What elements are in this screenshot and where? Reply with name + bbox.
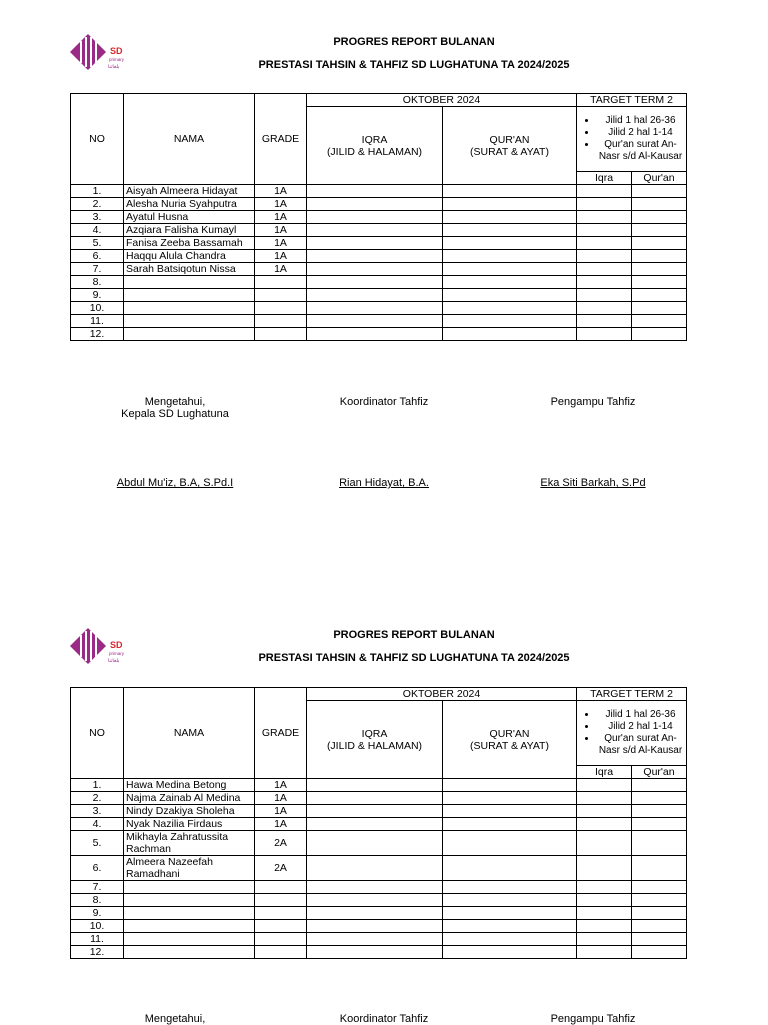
row-number: 10. bbox=[71, 302, 124, 315]
col-iqra-header bbox=[307, 701, 443, 779]
target-list-cell bbox=[577, 107, 687, 172]
target-quran bbox=[632, 211, 687, 224]
target-quran bbox=[632, 276, 687, 289]
target-quran bbox=[632, 250, 687, 263]
table-row bbox=[71, 263, 687, 276]
target-iqra bbox=[577, 792, 632, 805]
target-iqra bbox=[577, 250, 632, 263]
table-row bbox=[71, 779, 687, 792]
quran-progress bbox=[443, 315, 577, 328]
row-number: 11. bbox=[71, 933, 124, 946]
target-quran bbox=[632, 237, 687, 250]
quran-progress bbox=[443, 818, 577, 831]
table-row bbox=[71, 856, 687, 881]
row-number: 8. bbox=[71, 894, 124, 907]
target-iqra bbox=[577, 289, 632, 302]
report-title: PROGRES REPORT BULANAN bbox=[333, 36, 495, 48]
target-quran bbox=[632, 818, 687, 831]
target-quran bbox=[632, 224, 687, 237]
target-iqra bbox=[577, 276, 632, 289]
iqra-progress bbox=[307, 237, 443, 250]
report-table bbox=[70, 687, 687, 959]
koordinator-name: Rian Hidayat, B.A. bbox=[339, 477, 429, 489]
table-row bbox=[71, 831, 687, 856]
iqra-header-line2: (JILID & HALAMAN) bbox=[326, 145, 423, 158]
student-name: Aisyah Almeera Hidayat bbox=[124, 185, 255, 198]
student-name: Nindy Dzakiya Sholeha bbox=[124, 805, 255, 818]
student-grade bbox=[255, 276, 307, 289]
quran-header-line2: (SURAT & AYAT) bbox=[470, 739, 549, 752]
iqra-progress bbox=[307, 881, 443, 894]
iqra-progress bbox=[307, 946, 443, 959]
quran-progress bbox=[443, 276, 577, 289]
target-iqra bbox=[577, 933, 632, 946]
target-iqra bbox=[577, 831, 632, 856]
iqra-progress bbox=[307, 263, 443, 276]
student-grade: 1A bbox=[255, 237, 307, 250]
quran-progress bbox=[443, 328, 577, 341]
row-number: 7. bbox=[71, 881, 124, 894]
student-grade: 2A bbox=[255, 831, 307, 856]
table-row bbox=[71, 289, 687, 302]
student-grade bbox=[255, 907, 307, 920]
student-name: Alesha Nuria Syahputra bbox=[124, 198, 255, 211]
target-iqra bbox=[577, 315, 632, 328]
quran-progress bbox=[443, 250, 577, 263]
row-number: 4. bbox=[71, 224, 124, 237]
target-quran bbox=[632, 881, 687, 894]
quran-progress bbox=[443, 779, 577, 792]
svg-text:SD: SD bbox=[110, 46, 123, 56]
student-name: Azqiara Falisha Kumayl bbox=[124, 224, 255, 237]
student-name: Nyak Nazilia Firdaus bbox=[124, 818, 255, 831]
target-item: • Jilid 2 hal 1-14 bbox=[597, 127, 684, 139]
table-row bbox=[71, 805, 687, 818]
table-row bbox=[71, 328, 687, 341]
student-grade bbox=[255, 881, 307, 894]
col-grade-header: GRADE bbox=[255, 94, 307, 185]
student-name bbox=[124, 946, 255, 959]
report-subtitle: PRESTASI TAHSIN & TAHFIZ SD LUGHATUNA TA 2024/2025 bbox=[258, 652, 570, 664]
row-number: 3. bbox=[71, 211, 124, 224]
student-grade bbox=[255, 289, 307, 302]
target-quran-header: Qur'an bbox=[632, 766, 687, 779]
col-quran-header bbox=[443, 701, 577, 779]
student-grade bbox=[255, 894, 307, 907]
table-row bbox=[71, 211, 687, 224]
student-grade: 1A bbox=[255, 779, 307, 792]
table-row bbox=[71, 881, 687, 894]
target-quran bbox=[632, 302, 687, 315]
target-iqra bbox=[577, 211, 632, 224]
target-iqra-header: Iqra bbox=[577, 172, 632, 185]
student-grade: 1A bbox=[255, 211, 307, 224]
row-number: 2. bbox=[71, 198, 124, 211]
report-subtitle: PRESTASI TAHSIN & TAHFIZ SD LUGHATUNA TA 2024/2025 bbox=[258, 59, 570, 71]
quran-progress bbox=[443, 881, 577, 894]
target-iqra-header: Iqra bbox=[577, 766, 632, 779]
iqra-progress bbox=[307, 185, 443, 198]
row-number: 7. bbox=[71, 263, 124, 276]
table-row bbox=[71, 920, 687, 933]
student-grade: 1A bbox=[255, 224, 307, 237]
target-iqra bbox=[577, 198, 632, 211]
student-name bbox=[124, 881, 255, 894]
table-row bbox=[71, 315, 687, 328]
target-iqra bbox=[577, 302, 632, 315]
student-grade: 1A bbox=[255, 185, 307, 198]
row-number: 10. bbox=[71, 920, 124, 933]
target-quran bbox=[632, 185, 687, 198]
target-list bbox=[579, 115, 684, 163]
month-header: OKTOBER 2024 bbox=[307, 688, 577, 701]
target-list-cell bbox=[577, 701, 687, 766]
row-number: 1. bbox=[71, 779, 124, 792]
quran-progress bbox=[443, 302, 577, 315]
student-grade: 1A bbox=[255, 250, 307, 263]
table-row bbox=[71, 250, 687, 263]
student-grade: 2A bbox=[255, 856, 307, 881]
student-name bbox=[124, 302, 255, 315]
target-iqra bbox=[577, 224, 632, 237]
quran-progress bbox=[443, 805, 577, 818]
report-table bbox=[70, 93, 687, 341]
svg-text:بلغاتنا: بلغاتنا bbox=[108, 64, 120, 70]
target-quran bbox=[632, 198, 687, 211]
mengetahui-label: Mengetahui, bbox=[144, 396, 206, 408]
student-name: Haqqu Alula Chandra bbox=[124, 250, 255, 263]
target-iqra bbox=[577, 237, 632, 250]
quran-progress bbox=[443, 831, 577, 856]
student-grade: 1A bbox=[255, 792, 307, 805]
quran-progress bbox=[443, 263, 577, 276]
target-list bbox=[579, 709, 684, 757]
svg-text:primary: primary bbox=[109, 57, 124, 62]
student-grade: 1A bbox=[255, 805, 307, 818]
quran-progress bbox=[443, 224, 577, 237]
iqra-progress bbox=[307, 933, 443, 946]
row-number: 12. bbox=[71, 946, 124, 959]
table-row bbox=[71, 907, 687, 920]
kepala-name: Abdul Mu'iz, B.A, S.Pd.I bbox=[116, 477, 234, 489]
student-name bbox=[124, 328, 255, 341]
col-iqra-header bbox=[307, 107, 443, 185]
student-name: Mikhayla Zahratussita Rachman bbox=[124, 831, 255, 856]
target-iqra bbox=[577, 907, 632, 920]
student-grade bbox=[255, 933, 307, 946]
quran-header-line1: QUR'AN bbox=[489, 727, 530, 740]
student-name bbox=[124, 315, 255, 328]
row-number: 9. bbox=[71, 907, 124, 920]
quran-progress bbox=[443, 185, 577, 198]
table-row bbox=[71, 198, 687, 211]
col-nama-header: NAMA bbox=[124, 94, 255, 185]
iqra-progress bbox=[307, 907, 443, 920]
student-name bbox=[124, 276, 255, 289]
iqra-header-line1: IQRA bbox=[361, 727, 388, 740]
student-grade bbox=[255, 328, 307, 341]
student-name bbox=[124, 933, 255, 946]
iqra-progress bbox=[307, 224, 443, 237]
iqra-progress bbox=[307, 920, 443, 933]
pengampu-title: Pengampu Tahfiz bbox=[550, 1013, 636, 1025]
month-header: OKTOBER 2024 bbox=[307, 94, 577, 107]
target-quran bbox=[632, 933, 687, 946]
student-name: Almeera Nazeefah Ramadhani bbox=[124, 856, 255, 881]
target-quran bbox=[632, 907, 687, 920]
table-row bbox=[71, 933, 687, 946]
iqra-header-line2: (JILID & HALAMAN) bbox=[326, 739, 423, 752]
student-name: Hawa Medina Betong bbox=[124, 779, 255, 792]
row-number: 1. bbox=[71, 185, 124, 198]
svg-text:primary: primary bbox=[109, 651, 124, 656]
target-iqra bbox=[577, 185, 632, 198]
pengampu-name: Eka Siti Barkah, S.Pd bbox=[540, 477, 646, 489]
pengampu-title: Pengampu Tahfiz bbox=[550, 396, 636, 408]
target-iqra bbox=[577, 779, 632, 792]
col-no-header: NO bbox=[71, 94, 124, 185]
kepala-signature-title bbox=[100, 1013, 250, 1025]
iqra-header-line1: IQRA bbox=[361, 133, 388, 146]
target-quran bbox=[632, 263, 687, 276]
quran-progress bbox=[443, 792, 577, 805]
row-number: 4. bbox=[71, 818, 124, 831]
kepala-title: Kepala SD Lughatuna bbox=[121, 408, 229, 420]
table-row bbox=[71, 185, 687, 198]
row-number: 8. bbox=[71, 276, 124, 289]
iqra-progress bbox=[307, 276, 443, 289]
target-iqra bbox=[577, 263, 632, 276]
target-quran bbox=[632, 328, 687, 341]
target-quran bbox=[632, 894, 687, 907]
quran-progress bbox=[443, 211, 577, 224]
kepala-signature-title bbox=[100, 396, 250, 420]
iqra-progress bbox=[307, 211, 443, 224]
target-iqra bbox=[577, 856, 632, 881]
student-name bbox=[124, 894, 255, 907]
row-number: 3. bbox=[71, 805, 124, 818]
target-quran bbox=[632, 856, 687, 881]
iqra-progress bbox=[307, 198, 443, 211]
table-row bbox=[71, 302, 687, 315]
target-iqra bbox=[577, 818, 632, 831]
target-iqra bbox=[577, 894, 632, 907]
col-nama-header: NAMA bbox=[124, 688, 255, 779]
student-name: Najma Zainab Al Medina bbox=[124, 792, 255, 805]
target-header: TARGET TERM 2 bbox=[577, 688, 687, 701]
iqra-progress bbox=[307, 856, 443, 881]
student-name bbox=[124, 907, 255, 920]
iqra-progress bbox=[307, 818, 443, 831]
col-quran-header bbox=[443, 107, 577, 185]
row-number: 6. bbox=[71, 250, 124, 263]
student-grade bbox=[255, 315, 307, 328]
target-quran bbox=[632, 289, 687, 302]
target-iqra bbox=[577, 328, 632, 341]
iqra-progress bbox=[307, 328, 443, 341]
iqra-progress bbox=[307, 289, 443, 302]
col-grade-header: GRADE bbox=[255, 688, 307, 779]
iqra-progress bbox=[307, 779, 443, 792]
quran-progress bbox=[443, 933, 577, 946]
target-iqra bbox=[577, 920, 632, 933]
target-quran bbox=[632, 920, 687, 933]
mengetahui-label: Mengetahui, bbox=[144, 1013, 206, 1025]
quran-progress bbox=[443, 237, 577, 250]
target-item: • Jilid 1 hal 26-36 bbox=[597, 115, 684, 127]
student-name: Ayatul Husna bbox=[124, 211, 255, 224]
quran-progress bbox=[443, 856, 577, 881]
quran-progress bbox=[443, 946, 577, 959]
koordinator-title: Koordinator Tahfiz bbox=[339, 396, 429, 408]
student-name bbox=[124, 289, 255, 302]
svg-text:SD: SD bbox=[110, 640, 123, 650]
quran-header-line2: (SURAT & AYAT) bbox=[470, 145, 549, 158]
iqra-progress bbox=[307, 250, 443, 263]
target-item: • Qur'an surat An-Nasr s/d Al-Kausar bbox=[597, 733, 684, 757]
row-number: 12. bbox=[71, 328, 124, 341]
table-row bbox=[71, 792, 687, 805]
target-iqra bbox=[577, 805, 632, 818]
table-row bbox=[71, 818, 687, 831]
iqra-progress bbox=[307, 805, 443, 818]
quran-header-line1: QUR'AN bbox=[489, 133, 530, 146]
student-grade bbox=[255, 920, 307, 933]
target-iqra bbox=[577, 881, 632, 894]
student-grade bbox=[255, 302, 307, 315]
target-quran bbox=[632, 315, 687, 328]
row-number: 5. bbox=[71, 237, 124, 250]
quran-progress bbox=[443, 907, 577, 920]
table-row bbox=[71, 894, 687, 907]
quran-progress bbox=[443, 198, 577, 211]
target-quran bbox=[632, 805, 687, 818]
student-grade: 1A bbox=[255, 198, 307, 211]
koordinator-title: Koordinator Tahfiz bbox=[339, 1013, 429, 1025]
report-title: PROGRES REPORT BULANAN bbox=[333, 629, 495, 641]
table-row bbox=[71, 224, 687, 237]
row-number: 6. bbox=[71, 856, 124, 881]
row-number: 11. bbox=[71, 315, 124, 328]
target-quran bbox=[632, 831, 687, 856]
target-quran-header: Qur'an bbox=[632, 172, 687, 185]
iqra-progress bbox=[307, 302, 443, 315]
target-quran bbox=[632, 779, 687, 792]
target-header: TARGET TERM 2 bbox=[577, 94, 687, 107]
student-name bbox=[124, 920, 255, 933]
student-name: Sarah Batsiqotun Nissa bbox=[124, 263, 255, 276]
iqra-progress bbox=[307, 792, 443, 805]
target-item: • Jilid 2 hal 1-14 bbox=[597, 721, 684, 733]
row-number: 5. bbox=[71, 831, 124, 856]
row-number: 2. bbox=[71, 792, 124, 805]
iqra-progress bbox=[307, 894, 443, 907]
target-item: • Jilid 1 hal 26-36 bbox=[597, 709, 684, 721]
table-row bbox=[71, 946, 687, 959]
student-grade: 1A bbox=[255, 263, 307, 276]
quran-progress bbox=[443, 920, 577, 933]
col-no-header: NO bbox=[71, 688, 124, 779]
target-item: • Qur'an surat An-Nasr s/d Al-Kausar bbox=[597, 139, 684, 163]
target-quran bbox=[632, 792, 687, 805]
student-grade bbox=[255, 946, 307, 959]
table-row bbox=[71, 237, 687, 250]
target-quran bbox=[632, 946, 687, 959]
quran-progress bbox=[443, 289, 577, 302]
table-row bbox=[71, 276, 687, 289]
target-iqra bbox=[577, 946, 632, 959]
row-number: 9. bbox=[71, 289, 124, 302]
student-grade: 1A bbox=[255, 818, 307, 831]
quran-progress bbox=[443, 894, 577, 907]
iqra-progress bbox=[307, 315, 443, 328]
iqra-progress bbox=[307, 831, 443, 856]
svg-text:بلغاتنا: بلغاتنا bbox=[108, 658, 120, 664]
student-name: Fanisa Zeeba Bassamah bbox=[124, 237, 255, 250]
